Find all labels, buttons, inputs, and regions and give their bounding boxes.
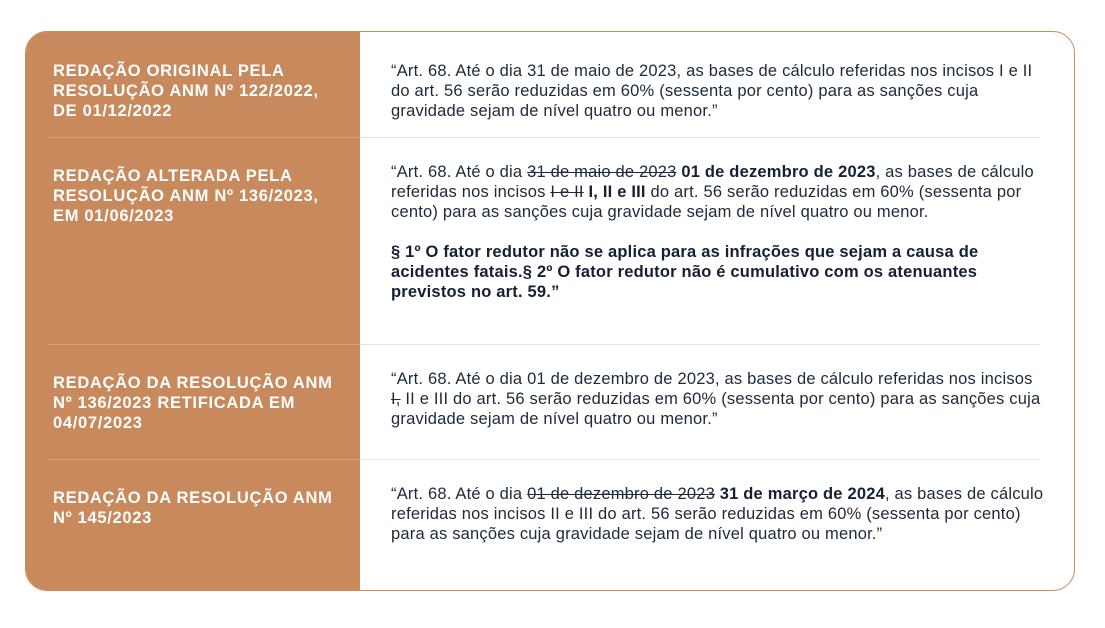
struck-text: 01 de dezembro de 2023	[527, 485, 715, 503]
row-label: REDAÇÃO ORIGINAL PELA RESOLUÇÃO ANM Nº 122/2022, DE 01/12/2022	[53, 62, 319, 120]
text-segment: , as bases de cálculo referidas nos incisos II e III do art. 56 serão reduzidas em 60% (sessenta por cento) para as sanções cuja gravidade sejam de nível quatro ou menor.”	[391, 485, 1044, 543]
text-segment: “Art. 68. Até o dia	[391, 485, 528, 503]
text-segment: do art. 56 serão reduzidas em 60% (sessenta por cento) para as sanções cuja gravidade sejam de nível quatro ou menor.	[391, 183, 1022, 221]
row-text	[391, 369, 1046, 429]
table-row-145	[26, 460, 1075, 591]
row-text	[391, 162, 1046, 302]
row-label: REDAÇÃO DA RESOLUÇÃO ANM Nº 136/2023 RETIFICADA EM 04/07/2023	[53, 374, 333, 432]
table-row-rectified	[26, 345, 1075, 459]
table-row-altered	[26, 138, 1075, 344]
paragraph	[391, 484, 1046, 544]
row-label: REDAÇÃO DA RESOLUÇÃO ANM Nº 145/2023	[53, 489, 333, 527]
bold-text: 31 de março de 2024	[714, 485, 885, 503]
bold-text: 01 de dezembro de 2023	[676, 163, 876, 181]
row-text	[391, 484, 1046, 544]
row-label: REDAÇÃO ALTERADA PELA RESOLUÇÃO ANM Nº 136/2023, EM 01/06/2023	[53, 167, 319, 225]
struck-text: 31 de maio de 2023	[527, 163, 677, 181]
text-segment: “Art. 68. Até o dia 01 de dezembro de 2023, as bases de cálculo referidas nos incisos	[391, 370, 1033, 388]
struck-text: I e II	[550, 183, 584, 201]
text-segment: II e III do art. 56 serão reduzidas em 60% (sessenta por cento) para as sanções cuja gravidade sejam de nível quatro ou menor.”	[391, 390, 1041, 428]
paragraph	[391, 369, 1046, 429]
paragraph	[391, 61, 1046, 121]
bold-text: I, II e III	[583, 183, 646, 201]
comparison-table	[25, 31, 1075, 591]
text-segment: “Art. 68. Até o dia	[391, 163, 528, 181]
bold-text: § 1º O fator redutor não se aplica para as infrações que sejam a causa de acidentes fatais.§ 2º O fator redutor não é cumulativo com os atenuantes previstos no art. 59.”	[391, 243, 979, 301]
table-row-original	[26, 32, 1075, 137]
paragraph	[391, 242, 1046, 302]
paragraph	[391, 162, 1046, 222]
text-segment: “Art. 68. Até o dia 31 de maio de 2023, as bases de cálculo referidas nos incisos I e II do art. 56 serão reduzidas em 60% (sessenta por cento) para as sanções cuja gravidade sejam de nível quatro ou menor.”	[391, 62, 1033, 120]
struck-text: I,	[391, 390, 401, 408]
row-text	[391, 61, 1046, 121]
text-segment: , as bases de cálculo referidas nos incisos	[391, 163, 1034, 201]
